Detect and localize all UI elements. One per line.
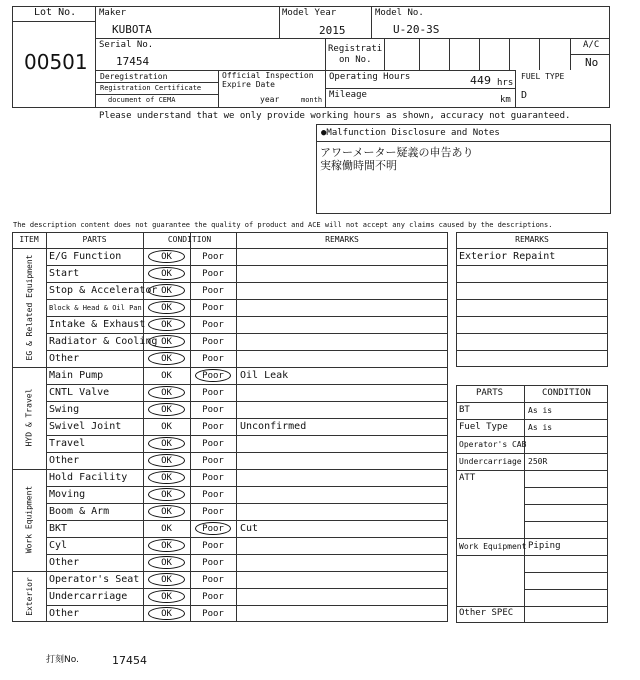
part-name: Other	[49, 353, 80, 364]
divider	[384, 38, 385, 70]
ok-option: OK	[161, 490, 172, 500]
ok-selected-mark	[148, 488, 185, 501]
poor-option: Poor	[202, 303, 224, 313]
part-name: Cyl	[49, 540, 68, 551]
divider	[46, 605, 448, 606]
ok-selected-mark	[148, 386, 185, 399]
part-name: Undercarriage	[49, 591, 128, 602]
divider	[456, 538, 608, 539]
undercarriage-value: 250R	[528, 457, 548, 466]
poor-option: Poor	[202, 507, 224, 517]
divider	[524, 504, 608, 505]
ok-option: OK	[161, 337, 172, 347]
ok-selected-mark	[148, 250, 185, 263]
ok-option: OK	[161, 592, 172, 602]
ok-option: OK	[161, 388, 172, 398]
fuel-type-label: FUEL TYPE	[521, 72, 565, 81]
bt-label: BT	[459, 405, 470, 415]
fuel-type-part-value: As is	[528, 423, 553, 432]
part-name: Radiator & Cooling	[49, 336, 158, 347]
divider	[456, 453, 608, 454]
ok-selected-mark	[148, 539, 185, 552]
part-name: Swivel Joint	[49, 421, 122, 432]
group-divider	[12, 571, 448, 572]
group-label: HYD & Travel	[24, 388, 34, 447]
divider	[456, 555, 608, 556]
ok-option: OK	[161, 609, 172, 619]
divider	[95, 6, 96, 108]
divider	[46, 232, 47, 622]
poor-option: Poor	[202, 490, 224, 500]
operator-cab-label: Operator's CAB	[459, 440, 527, 449]
divider	[371, 6, 372, 38]
ok-option: OK	[161, 456, 172, 466]
divider	[479, 38, 480, 70]
poor-option: Poor	[202, 609, 224, 619]
divider	[456, 402, 608, 403]
operating-hours-value: 449	[470, 74, 491, 87]
ok-option: OK	[161, 541, 172, 551]
bt-value: As is	[528, 406, 553, 415]
part-name: CNTL Valve	[49, 387, 110, 398]
fuel-type-value: D	[521, 90, 528, 101]
ok-option: OK	[161, 422, 172, 432]
divider	[456, 606, 608, 607]
ok-option: OK	[161, 269, 172, 279]
group-label: Exterior	[24, 576, 34, 616]
poor-option: Poor	[202, 388, 224, 398]
divider	[218, 70, 219, 108]
part-name: Other	[49, 608, 80, 619]
maker-value: KUBOTA	[112, 23, 152, 36]
divider	[46, 588, 448, 589]
part-name: Travel	[49, 438, 86, 449]
poor-selected-mark	[195, 369, 231, 382]
divider	[95, 38, 610, 39]
part-name: BKT	[49, 523, 68, 534]
remark-text: Cut	[240, 523, 259, 534]
divider	[46, 265, 448, 266]
model-no-value: U-20-3S	[393, 23, 440, 36]
divider	[419, 38, 420, 70]
group-label: Work Equipment	[24, 485, 34, 554]
part-name: Other	[49, 557, 80, 568]
part-name: Main Pump	[49, 370, 104, 381]
ac-label: A/C	[583, 40, 600, 50]
inspection-label-2: Expire Date	[222, 80, 275, 89]
divider	[325, 38, 326, 108]
undercarriage-label: Undercarriage	[459, 457, 522, 466]
divider	[509, 38, 510, 70]
divider	[46, 554, 448, 555]
ok-selected-mark	[148, 437, 185, 450]
poor-option: Poor	[202, 456, 224, 466]
disclaimer: The description content does not guarantee the quality of product and ACE will not accept any claims caused by the descriptions.	[13, 221, 553, 229]
registration-label-2: on No.	[339, 55, 372, 65]
remarks-header: REMARKS	[325, 235, 359, 244]
divider	[524, 589, 608, 590]
hrs-unit: hrs	[497, 78, 514, 88]
hours-notice: Please understand that we only provide working hours as shown, accuracy not guaranteed.	[99, 111, 571, 121]
divider	[449, 38, 450, 70]
divider	[12, 248, 448, 249]
divider	[456, 333, 608, 334]
divider	[46, 452, 448, 453]
divider	[46, 520, 448, 521]
stamp-value: 17454	[112, 654, 147, 667]
poor-option: Poor	[202, 405, 224, 415]
remark-text: Unconfirmed	[240, 421, 307, 432]
divider	[515, 70, 516, 108]
poor-option: Poor	[202, 252, 224, 262]
poor-option: Poor	[202, 320, 224, 330]
poor-option: Poor	[202, 439, 224, 449]
poor-option: Poor	[202, 592, 224, 602]
part-name: Hold Facility	[49, 472, 128, 483]
group-label: EG & Related Equipment	[24, 254, 34, 360]
part-name: Block & Head & Oil Pan	[49, 304, 142, 312]
divider	[46, 503, 448, 504]
ok-selected-mark	[148, 505, 185, 518]
ok-option: OK	[161, 252, 172, 262]
ok-selected-mark	[148, 556, 185, 569]
divider	[456, 470, 608, 471]
cema-label: document of CEMA	[108, 96, 176, 104]
ok-option: OK	[161, 371, 172, 381]
ok-option: OK	[161, 439, 172, 449]
divider	[325, 88, 515, 89]
poor-selected-mark	[195, 522, 231, 535]
divider	[279, 6, 280, 38]
part-name: Intake & Exhaust	[49, 319, 146, 330]
poor-option: Poor	[202, 558, 224, 568]
part-name: Stop & Accelerator	[49, 285, 158, 296]
part-name: Start	[49, 268, 80, 279]
divider	[46, 282, 448, 283]
poor-option: Poor	[202, 371, 224, 381]
ok-option: OK	[161, 575, 172, 585]
work-equipment-label: Work Equipment	[459, 542, 527, 551]
serial-value: 17454	[116, 55, 150, 68]
part-name: Boom & Arm	[49, 506, 110, 517]
divider	[456, 299, 608, 300]
maker-label: Maker	[99, 8, 127, 18]
lot-label: Lot No.	[34, 7, 77, 18]
poor-option: Poor	[202, 575, 224, 585]
model-year-value: 2015	[319, 24, 346, 37]
ok-selected-mark	[148, 318, 185, 331]
mileage-label: Mileage	[329, 90, 367, 100]
poor-option: Poor	[202, 524, 224, 534]
divider	[46, 333, 448, 334]
ok-option: OK	[161, 320, 172, 330]
ok-option: OK	[161, 558, 172, 568]
condition-header: CONDITION	[542, 388, 591, 398]
divider	[456, 350, 608, 351]
ok-option: OK	[161, 405, 172, 415]
divider	[236, 232, 237, 622]
divider	[456, 282, 608, 283]
km-unit: km	[500, 95, 511, 105]
malfunction-line-2: 実稼働時間不明	[320, 159, 397, 172]
ac-value: No	[585, 56, 599, 69]
ok-option: OK	[161, 303, 172, 313]
serial-label: Serial No.	[99, 40, 154, 50]
poor-option: Poor	[202, 286, 224, 296]
ok-selected-mark	[148, 607, 185, 620]
ok-selected-mark	[148, 335, 185, 348]
divider	[316, 141, 611, 142]
group-divider	[12, 469, 448, 470]
ok-option: OK	[161, 524, 172, 534]
divider	[539, 38, 540, 70]
registration-label: Registrati	[328, 44, 383, 54]
att-label: ATT	[459, 473, 476, 483]
inspection-label: Official Inspection	[222, 71, 314, 80]
part-name: Other	[49, 455, 80, 466]
item-header: ITEM	[19, 235, 39, 244]
lot-number: 00501	[24, 50, 88, 74]
model-no-label: Model No.	[375, 8, 424, 18]
model-year-label: Model Year	[282, 8, 337, 18]
poor-option: Poor	[202, 269, 224, 279]
part-name: Moving	[49, 489, 86, 500]
part-name: E/G Function	[49, 251, 122, 262]
divider	[46, 418, 448, 419]
poor-option: Poor	[202, 337, 224, 347]
work-equipment-value: Piping	[528, 541, 561, 551]
divider	[456, 316, 608, 317]
ok-selected-mark	[148, 573, 185, 586]
divider	[570, 38, 571, 70]
group-divider	[12, 367, 448, 368]
ok-selected-mark	[148, 267, 185, 280]
divider	[456, 436, 608, 437]
divider	[524, 572, 608, 573]
poor-option: Poor	[202, 354, 224, 364]
fuel-type-part-label: Fuel Type	[459, 422, 508, 432]
divider	[190, 232, 191, 622]
deregistration-label: Deregistration	[100, 72, 168, 81]
parts-header: PARTS	[476, 388, 504, 398]
ok-selected-mark	[148, 454, 185, 467]
other-spec-label: Other SPEC	[459, 608, 514, 618]
malfunction-title: ●Malfunction Disclosure and Notes	[321, 128, 500, 138]
poor-option: Poor	[202, 473, 224, 483]
ok-selected-mark	[148, 352, 185, 365]
divider	[46, 537, 448, 538]
operating-hours-label: Operating Hours	[329, 72, 411, 82]
divider	[46, 435, 448, 436]
ok-option: OK	[161, 473, 172, 483]
divider	[95, 82, 218, 83]
divider	[46, 486, 448, 487]
month-label: month	[301, 96, 323, 104]
remarks-panel-header: REMARKS	[515, 235, 549, 244]
divider	[456, 419, 608, 420]
divider	[456, 248, 608, 249]
divider	[524, 521, 608, 522]
part-name: Operator's Seat	[49, 574, 140, 585]
divider	[46, 350, 448, 351]
ok-option: OK	[161, 507, 172, 517]
ok-option: OK	[161, 354, 172, 364]
condition-header: CONDITION	[167, 235, 212, 244]
parts-header: PARTS	[82, 235, 107, 244]
part-name: Swing	[49, 404, 80, 415]
divider	[95, 94, 218, 95]
divider	[46, 316, 448, 317]
ok-selected-mark	[148, 301, 185, 314]
stamp-label: 打刻No.	[46, 655, 79, 665]
divider	[456, 265, 608, 266]
remarks-panel-row: Exterior Repaint	[459, 251, 556, 262]
divider	[46, 384, 448, 385]
remark-text: Oil Leak	[240, 370, 289, 381]
ok-selected-mark	[148, 284, 185, 297]
divider	[46, 401, 448, 402]
divider	[524, 487, 608, 488]
ok-selected-mark	[148, 403, 185, 416]
ok-selected-mark	[148, 590, 185, 603]
divider	[570, 54, 610, 55]
poor-option: Poor	[202, 422, 224, 432]
malfunction-line-1: アワーメーター疑義の申告あり	[320, 146, 474, 159]
divider	[12, 21, 95, 22]
registration-certificate-label: Registration Certificate	[100, 84, 202, 92]
poor-option: Poor	[202, 541, 224, 551]
divider	[46, 299, 448, 300]
year-label: year	[260, 95, 280, 104]
ok-option: OK	[161, 286, 172, 296]
ok-selected-mark	[148, 471, 185, 484]
